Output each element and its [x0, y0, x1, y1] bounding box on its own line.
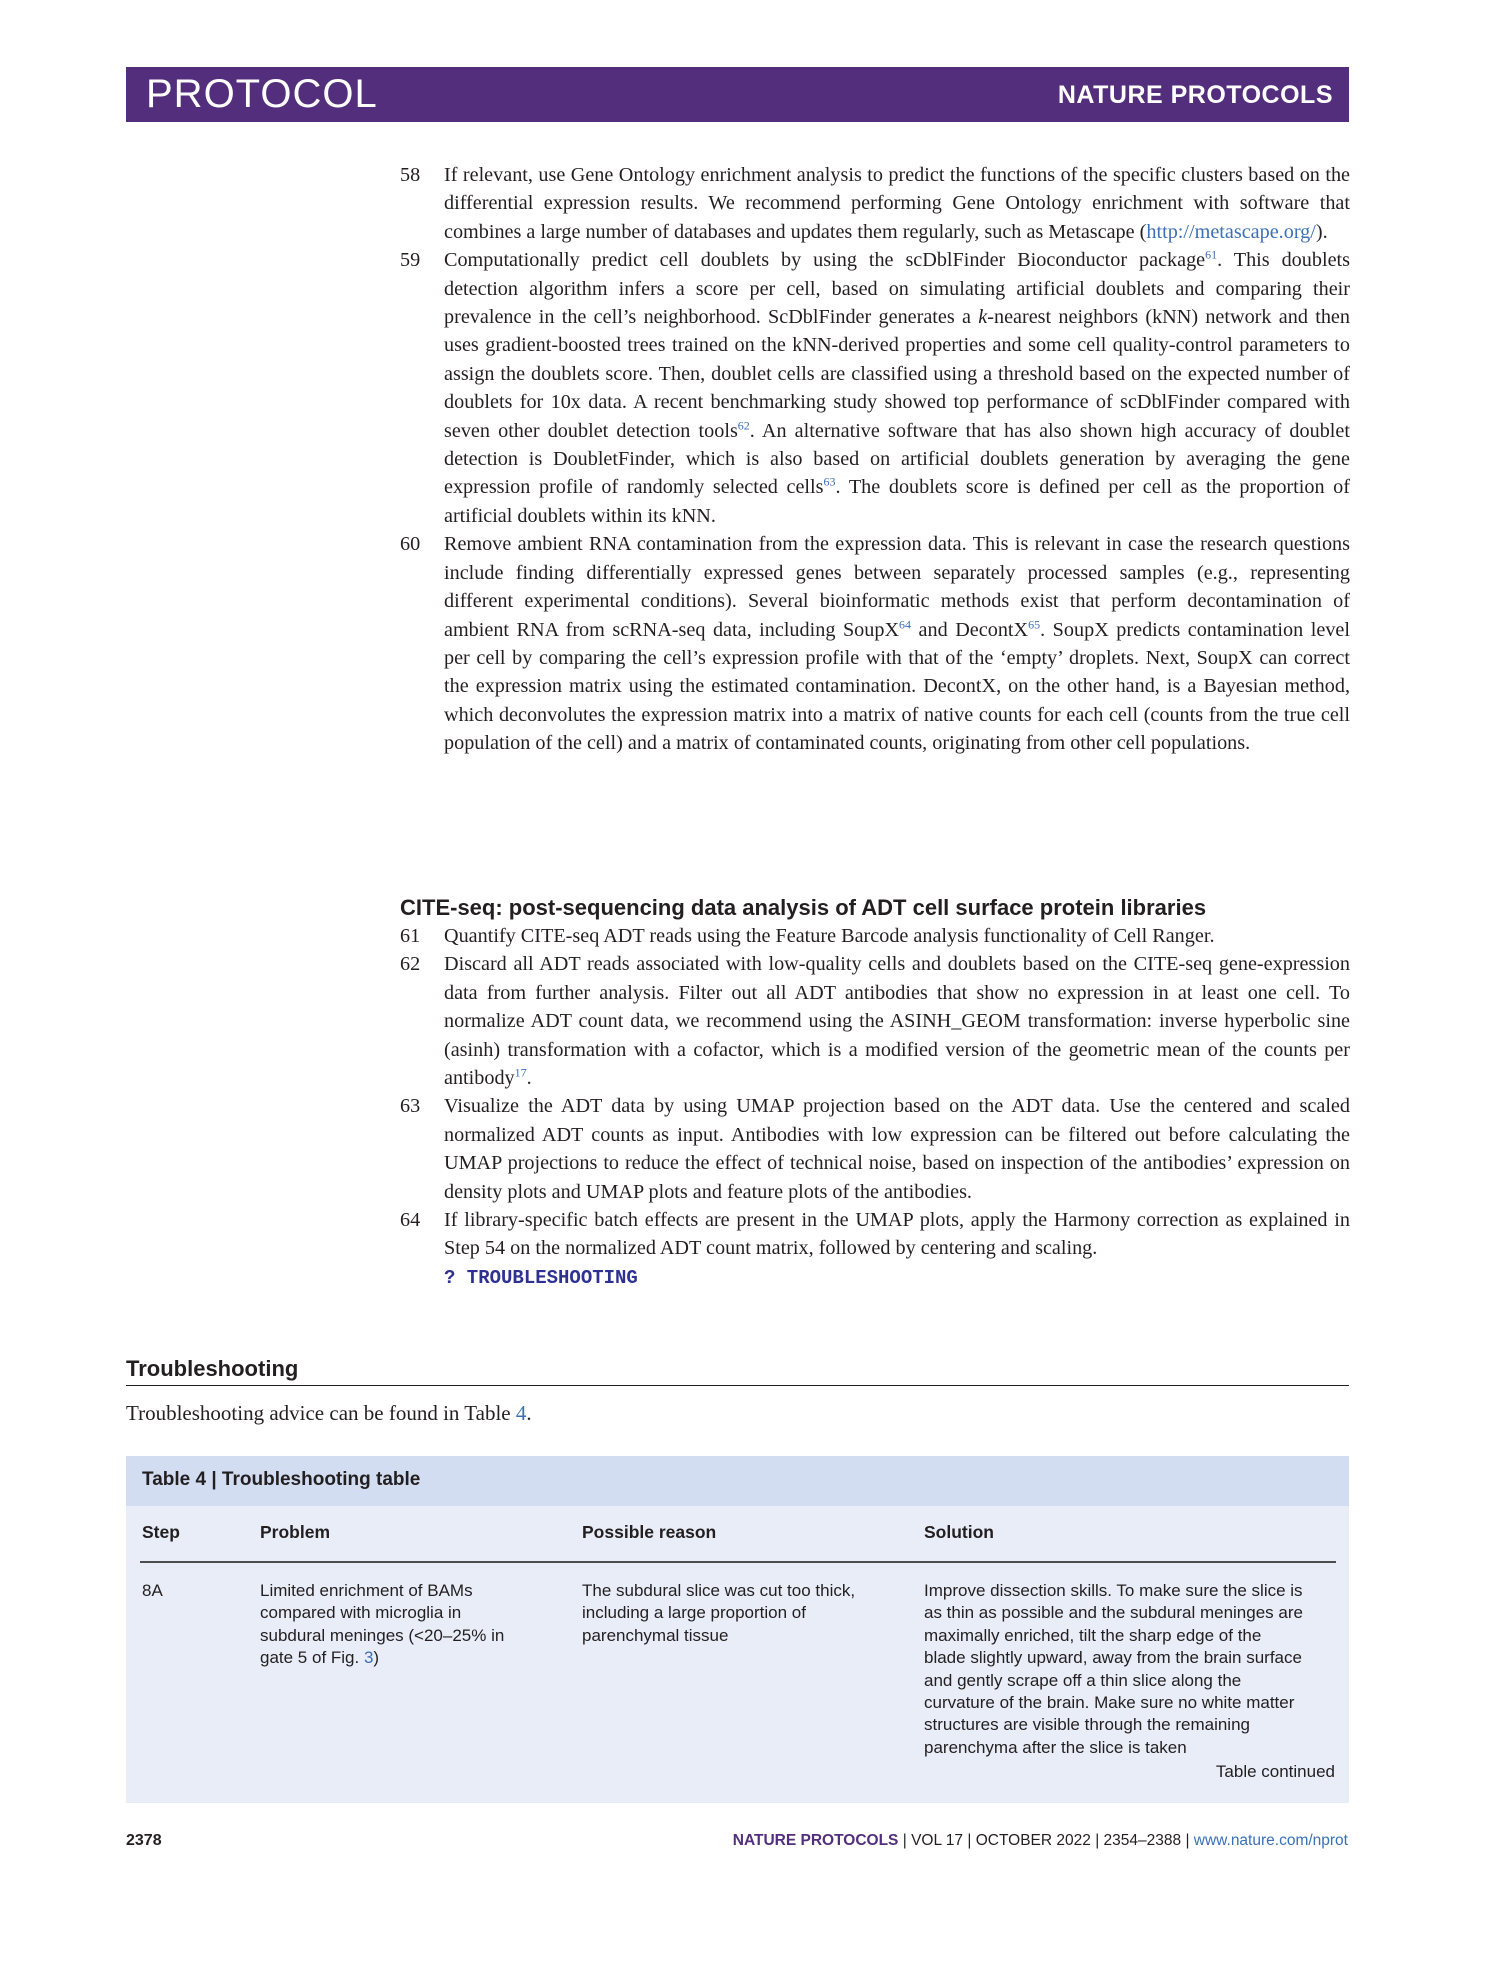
- header-reason: Possible reason: [582, 1522, 717, 1542]
- steps-block-1: [400, 161, 1350, 758]
- step-number: 63: [400, 1095, 421, 1118]
- page-header: [126, 67, 1349, 122]
- step-59: [400, 246, 1350, 530]
- step-number: 58: [400, 164, 421, 186]
- step-61: [400, 922, 1350, 950]
- cite-seq-heading: CITE-seq: post-sequencing data analysis of ADT cell surface protein libraries: [400, 895, 1207, 920]
- step-text: If relevant, use Gene Ontology enrichment analysis to predict the functions of the specific clusters based on the differential expression results. We recommend performing Gene Ontology enrichment with software that combines a large number of databases and updates them regularly, such as Metascape (http://metascape.org/).: [444, 164, 1350, 243]
- step-text: If library-specific batch effects are present in the UMAP plots, apply the Harmony correction as explained in Step 54 on the normalized ADT count matrix, followed by centering and scaling. ? TROUBLESHOOTING: [444, 1209, 1350, 1289]
- footer-citation: [733, 1832, 1348, 1850]
- troubleshooting-text: [126, 1399, 532, 1427]
- step-number: 61: [400, 925, 421, 947]
- step-number: 64: [400, 1209, 421, 1232]
- step-60: [400, 530, 1350, 757]
- section-label: PROTOCOL: [146, 72, 378, 116]
- step-63: [400, 1092, 1350, 1206]
- header-problem: Problem: [260, 1522, 331, 1542]
- metascape-link[interactable]: http://metascape.org/: [1146, 220, 1316, 243]
- step-64: [400, 1206, 1350, 1292]
- footer-sep: |: [967, 1832, 972, 1849]
- troubleshooting-link[interactable]: ? TROUBLESHOOTING: [444, 1266, 638, 1289]
- troubleshooting-table: [126, 1456, 1349, 1803]
- footer-url[interactable]: www.nature.com/nprot: [1193, 1832, 1348, 1849]
- cell-problem: Limited enrichment of BAMs compared with microglia in subdural meninges (<20–25% in gate 5 of Fig. 3): [260, 1581, 505, 1668]
- step-58: [400, 161, 1350, 246]
- journal-title: NATURE PROTOCOLS: [1057, 81, 1333, 109]
- cell-step: 8A: [142, 1581, 163, 1600]
- footer-date: OCTOBER 2022: [975, 1832, 1091, 1849]
- step-text: Computationally predict cell doublets by using the scDblFinder Bioconductor package$^{61}$. This doublets detection algorithm infers a score per cell, based on simulating artificial doublets and comparing their prevalence in the cell’s neighborhood. ScDblFinder generates a k-nearest neighbors (kNN) network and then uses gradient-boosted trees trained on the kNN-derived properties and some cell quality-control parameters to assign the doublets score. Then, doublet cells are classified using a threshold based on the expected number of doublets for 10x data. A recent benchmarking study showed top performance of scDblFinder compared with seven other doublet detection tools$^{62}$. An alternative software that has also shown high accuracy of doublet detection is DoubletFinder, which is also based on artificial doublets generation by averaging the gene expression profile of randomly selected cells$^{63}$. The doublets score is defined per cell as the proportion of artificial doublets within its kNN.: [444, 247, 1350, 527]
- troubleshooting-text-end: .: [526, 1401, 532, 1425]
- step-text: Remove ambient RNA contamination from the expression data. This is relevant in case the research questions include finding differentially expressed genes between separately processed samples (e.g., representing different experimental conditions). Several bioinformatic methods exist that perform decontamination of ambient RNA from scRNA-seq data, including SoupX$^{64}$ and DecontX$^{65}$. SoupX predicts contamination level per cell by comparing the cell’s expression profile with that of the ‘empty’ droplets. Next, SoupX can correct the expression matrix using the estimated contamination. DecontX, on the other hand, is a Bayesian method, which deconvolutes the expression matrix into a matrix of native counts for each cell (counts from the true cell population of the cell) and a matrix of contaminated counts, originating from other cell populations.: [444, 533, 1350, 755]
- footer-sep: |: [902, 1832, 907, 1849]
- table-header-rule: [140, 1561, 1336, 1563]
- step-text: Quantify CITE-seq ADT reads using the Feature Barcode analysis functionality of Cell Ranger.: [444, 925, 1215, 947]
- footer-journal: NATURE PROTOCOLS: [732, 1832, 899, 1849]
- table-4-link[interactable]: 4: [515, 1401, 527, 1425]
- step-text: Visualize the ADT data by using UMAP projection based on the ADT data. Use the centered and scaled normalized ADT counts as input. Antibodies with low expression can be filtered out before calculating the UMAP projections to reduce the effect of technical noise, based on inspection of the antibodies’ expression on density plots and UMAP plots and feature plots of the antibodies.: [444, 1095, 1350, 1203]
- header-step: Step: [142, 1522, 180, 1542]
- troubleshooting-heading: Troubleshooting: [126, 1355, 1349, 1386]
- footer-volume: VOL 17: [911, 1832, 964, 1849]
- table-continued: Table continued: [1215, 1762, 1335, 1781]
- header-solution: Solution: [924, 1522, 994, 1542]
- steps-block-2: [400, 922, 1350, 1292]
- cell-solution: Improve dissection skills. To make sure the slice is as thin as possible and the subdural meninges are maximally enriched, tilt the sharp edge of the blade slightly upward, away from the brain surface and gently scrape off a thin slice along the curvature of the brain. Make sure no white matter structures are visible through the remaining parenchyma after the slice is taken: [924, 1581, 1303, 1757]
- table-caption-bar: [126, 1456, 1349, 1506]
- footer-sep: |: [1185, 1832, 1190, 1849]
- step-number: 62: [400, 953, 421, 976]
- step-number: 59: [400, 249, 421, 272]
- footer-sep: |: [1095, 1832, 1100, 1849]
- table-caption: Table 4 | Troubleshooting table: [142, 1469, 421, 1490]
- step-text: Discard all ADT reads associated with low-quality cells and doublets based on the CITE-seq gene-expression data from further analysis. Filter out all ADT antibodies that show no expression in at least one cell. To normalize ADT count data, we recommend using the ASINH_GEOM transformation: inverse hyperbolic sine (asinh) transformation with a cofactor, which is a modified version of the geometric mean of the counts per antibody$^{17}$.: [444, 953, 1350, 1090]
- cell-reason: The subdural slice was cut too thick, including a large proportion of parenchymal tissue: [582, 1581, 856, 1645]
- footer-pages: 2354–2388: [1103, 1832, 1182, 1849]
- page-number: 2378: [126, 1832, 162, 1849]
- step-number: 60: [400, 533, 421, 556]
- step-62: [400, 950, 1350, 1092]
- troubleshooting-text-lead: Troubleshooting advice can be found in Table: [126, 1401, 516, 1425]
